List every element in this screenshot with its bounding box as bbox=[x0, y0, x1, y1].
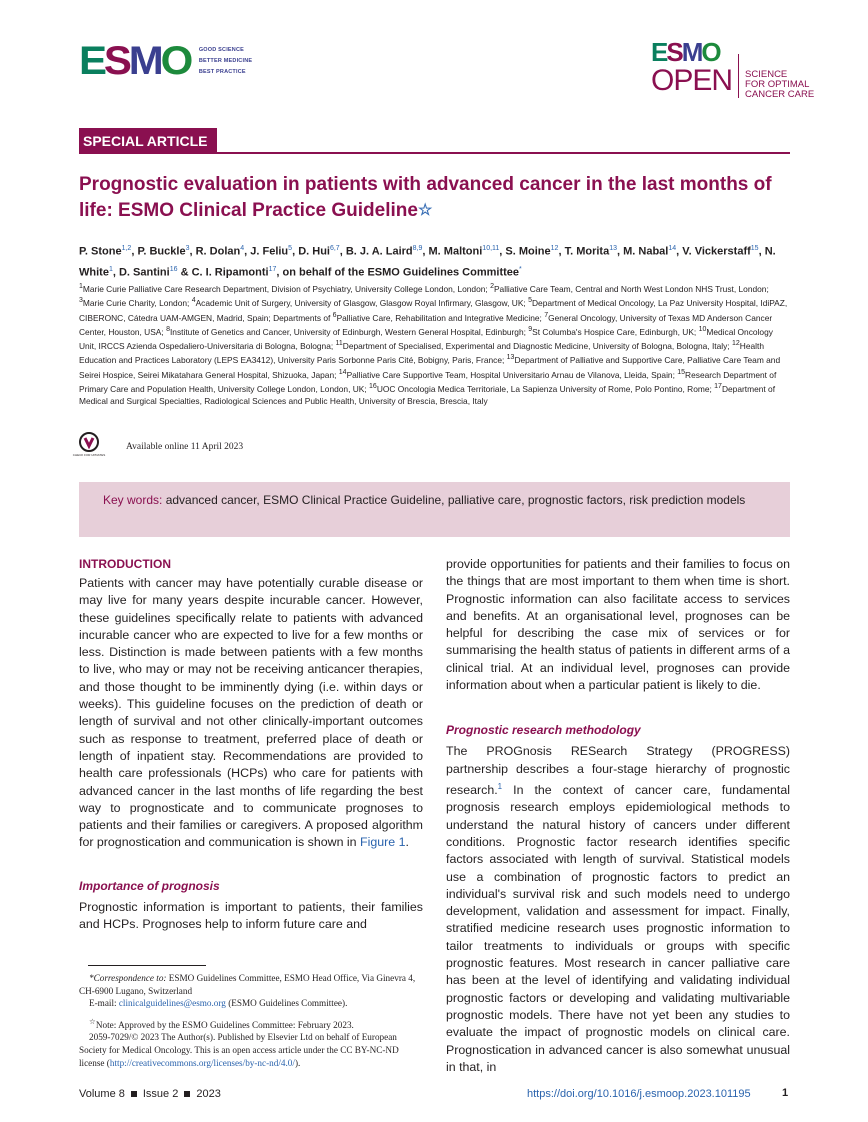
importance-paragraph-continued: provide opportunities for patients and their families to focus on the things that are most important to them when time is short. Prognostic information can also facilitate access to services and benefits. At an organisational level, prognoses can be helpful for describing the case mix of services or for summarising the health status of patients in different arms of a clinical trial. At an individual level, prognoses can provide information about when a particular patient is likely to die. bbox=[446, 557, 790, 693]
esmo-tagline: GOOD SCIENCE BETTER MEDICINE BEST PRACTICE bbox=[198, 46, 253, 75]
affiliation-ref[interactable]: 3 bbox=[185, 245, 190, 252]
author-name: S. Moine bbox=[505, 245, 551, 258]
footnotes bbox=[79, 972, 423, 1069]
left-column bbox=[79, 556, 423, 933]
affiliation-text: General Oncology, University of Texas MD Anderson Cancer Center, Houston, USA; bbox=[79, 312, 773, 337]
affiliation-text: Palliative Care, Rehabilitation and Integrative Medicine; bbox=[336, 312, 545, 323]
affiliation-number: 16 bbox=[369, 383, 377, 391]
affiliation-number: 11 bbox=[335, 340, 343, 348]
svg-text:CHECK FOR UPDATES: CHECK FOR UPDATES bbox=[72, 453, 106, 457]
affiliation-text: Academic Unit of Surgery, University of Glasgow, Glasgow Royal Infirmary, Glasgow, UK; bbox=[195, 298, 529, 309]
affiliation-text: Department of Palliative and Supportive Care, Palliative Care Team and Seirei Hospice, Seirei Mikatahara General Hospital, Shizuoka, Japan; bbox=[79, 355, 781, 380]
affiliation-number: 7 bbox=[544, 311, 549, 319]
affiliation-text: Palliative Care Supportive Team, Hospital Universitario Arnau de Vilanova, Lleida, Spain; bbox=[346, 369, 678, 380]
affiliation-ref[interactable]: 15 bbox=[750, 245, 759, 252]
license-link[interactable]: http://creativecommons.org/licenses/by-nc-nd/4.0/ bbox=[109, 1057, 295, 1068]
copyright-note: 2059-7029/© 2023 The Author(s). Published by Elsevier Ltd on behalf of European Society for Medical Oncology. This is an open access article under the CC BY-NC-ND license (http://creativecommons.org/licenses/by-nc-nd/4.0/). bbox=[79, 1032, 399, 1068]
affiliation-text: Department of Medical and Surgical Specialties, Radiological Sciences and Public Health, University of Brescia, Brescia, Italy bbox=[79, 383, 776, 407]
author-name: C. I. Ripamonti bbox=[191, 266, 269, 279]
author-name: M. Maltoni bbox=[428, 245, 483, 258]
logo-divider bbox=[738, 54, 739, 98]
correspondence-ref[interactable]: * bbox=[519, 265, 522, 273]
affiliation-ref[interactable]: 4 bbox=[240, 245, 245, 252]
affiliation-number: 13 bbox=[506, 354, 515, 362]
section-heading-introduction: INTRODUCTION bbox=[79, 557, 171, 571]
author-name: B. J. A. Laird bbox=[345, 245, 413, 258]
square-bullet-icon bbox=[184, 1091, 190, 1097]
affiliation-text: Research Department of Primary Care and Population Health, University College London, London, UK; bbox=[79, 369, 777, 394]
article-type-label: SPECIAL ARTICLE bbox=[79, 128, 217, 154]
article-type-banner bbox=[79, 128, 790, 154]
affiliation-number: 15 bbox=[677, 368, 686, 376]
affiliation-text: Marie Curie Palliative Care Research Department, Division of Psychiatry, University College London, London; bbox=[82, 283, 491, 294]
author-name: M. Nabal bbox=[623, 245, 669, 258]
affiliation-number: 5 bbox=[528, 297, 532, 305]
affiliation-ref[interactable]: 6,7 bbox=[329, 245, 340, 252]
affiliation-number: 3 bbox=[79, 297, 83, 305]
intro-paragraph: Patients with cancer may have potentially curable disease or may live for many years despite incurable cancer. However, these guidelines specifically relate to patients with advanced incurable cancer who are expected to live for a few months or less. Distinction is made between patients with a few months to live, who may or may not be receiving anticancer therapies, and those thought to be imminently dying (i.e. within days or weeks). This guideline focuses on the prediction of death or length of survival and not other clinically-important outcomes such as response to treatment, preferred place of death or length of inpatient stay. Recommendations are provided to health care professionals (HCPs) who care for patients with advanced cancer in the last months of life regarding the best way to prognosticate and to communicate prognoses to patients and their families or caregivers. A proposed algorithm for prognostication and communication is shown in Figure 1. bbox=[79, 576, 423, 850]
doi-link[interactable]: https://doi.org/10.1016/j.esmoop.2023.101195 bbox=[527, 1088, 751, 1100]
author-name: J. Feliu bbox=[250, 245, 289, 258]
star-icon[interactable]: ☆ bbox=[417, 202, 433, 219]
square-bullet-icon bbox=[131, 1091, 137, 1097]
affiliation-text: Medical Oncology Unit, IRCCS Azienda Ospedaliero-Universitaria di Bologna, Bologna; bbox=[79, 326, 773, 351]
affiliation-ref[interactable]: 1,2 bbox=[121, 245, 132, 252]
reference-1-link[interactable]: 1 bbox=[497, 781, 503, 791]
author-name: P. Stone bbox=[79, 245, 122, 258]
affiliations bbox=[79, 281, 790, 408]
page-number: 1 bbox=[782, 1087, 789, 1099]
affiliation-number: 9 bbox=[528, 325, 533, 333]
author-name: D. Hui bbox=[298, 245, 330, 258]
affiliation-text: Palliative Care Team, Central and North West London NHS Trust, London; bbox=[493, 283, 769, 294]
article-title: Prognostic evaluation in patients with advanced cancer in the last months of life: ESMO Clinical Practice Guideline☆ bbox=[79, 174, 772, 221]
check-for-updates-icon[interactable] bbox=[72, 432, 106, 462]
affiliation-ref[interactable]: 1 bbox=[108, 265, 113, 273]
author-list: P. Stone$^{1,2}$, P. Buckle$^3$, R. Dolan$^4$, J. Feliu$^5$, D. Hui$^{6,7}$, B. J. A. Laird$^{8,9}$, M. Maltoni$^{10,11}$, S. Moine$^{12}$, T. Morita$^{13}$, M. Nabal$^{14}$, V. Vickerstaff$^{15}$, N. White$^1$, D. Santini$^{16}$ & C. I. Ripamonti$^{17}$, on behalf of the ESMO Guidelines Committee* bbox=[79, 245, 776, 279]
footer-volume-info: Volume 8 Issue 2 2023 bbox=[79, 1088, 221, 1100]
affiliation-text: Department of Specialised, Experimental and Diagnostic Medicine, University of Bologna, Bologna, Italy; bbox=[342, 340, 732, 351]
affiliation-ref[interactable]: 5 bbox=[288, 245, 293, 252]
author-name: N. White bbox=[79, 245, 776, 279]
available-online-date: Available online 11 April 2023 bbox=[126, 442, 244, 452]
author-name: T. Morita bbox=[564, 245, 610, 258]
right-column bbox=[446, 556, 790, 1076]
affiliation-number: 1 bbox=[79, 283, 83, 290]
affiliation-ref[interactable]: 14 bbox=[668, 245, 677, 252]
affiliation-text: St Columba's Hospice Care, Edinburgh, UK; bbox=[532, 326, 699, 337]
author-name: D. Santini bbox=[118, 266, 170, 279]
affiliation-ref[interactable]: 17 bbox=[268, 265, 277, 273]
keywords-text: advanced cancer, ESMO Clinical Practice Guideline, palliative care, prognostic factors, risk prediction models bbox=[165, 493, 746, 507]
affiliation-number: 6 bbox=[332, 311, 337, 319]
affiliation-text: Marie Curie Charity, London; bbox=[82, 298, 192, 309]
affiliation-text: Health Education and Practices Laboratory (LEPS EA3412), University Paris Sorbonne Paris Cité, Bobigny, Paris, France; bbox=[79, 340, 764, 366]
affiliation-text: UOC Oncologia Medica Territoriale, La Sapienza University of Rome, Polo Pontino, Rome; bbox=[376, 383, 715, 394]
esmo-wordmark: ESMO bbox=[79, 39, 191, 83]
keywords-label: Key words: bbox=[103, 493, 163, 507]
esmo-open-wordmark: ESMO bbox=[651, 37, 720, 67]
affiliation-number: 12 bbox=[731, 340, 740, 348]
affiliation-text: Department of Medical Oncology, La Paz University Hospital, IdiPAZ, CIBERONC, Cátedra UAM-AMGEN, Madrid, Spain; Departments of bbox=[79, 298, 788, 323]
figure-1-link[interactable]: Figure 1 bbox=[360, 835, 406, 850]
importance-paragraph: Prognostic information is important to patients, their families and HCPs. Prognoses help to inform future care and bbox=[79, 899, 423, 932]
affiliation-number: 17 bbox=[714, 383, 722, 391]
affiliation-text: Institute of Genetics and Cancer, University of Edinburgh, Western General Hospital, Edinburgh; bbox=[169, 326, 529, 337]
open-tagline: SCIENCE FOR OPTIMAL CANCER CARE bbox=[745, 69, 815, 100]
author-name: V. Vickerstaff bbox=[682, 245, 751, 258]
footnote-divider bbox=[88, 965, 206, 966]
email-link[interactable]: clinicalguidelines@esmo.org bbox=[118, 998, 226, 1009]
esmo-logo bbox=[79, 40, 252, 82]
esmo-open-logo bbox=[651, 37, 815, 100]
affiliation-ref[interactable]: 10,11 bbox=[482, 245, 500, 252]
affiliation-ref[interactable]: 16 bbox=[169, 265, 178, 273]
author-name: P. Buckle bbox=[137, 245, 186, 258]
section-heading-methodology: Prognostic research methodology bbox=[446, 723, 641, 738]
approval-note: ☆Note: Approved by the ESMO Guidelines Committee: February 2023. bbox=[89, 1016, 354, 1030]
open-wordmark: OPEN bbox=[651, 64, 733, 97]
affiliation-number: 2 bbox=[490, 283, 494, 290]
affiliation-ref[interactable]: 12 bbox=[550, 245, 559, 252]
affiliation-number: 10 bbox=[698, 325, 707, 333]
author-name: R. Dolan bbox=[195, 245, 241, 258]
affiliation-ref[interactable]: 13 bbox=[609, 245, 617, 252]
affiliation-number: 14 bbox=[338, 368, 347, 376]
keywords-box bbox=[79, 482, 790, 537]
affiliation-number: 8 bbox=[166, 325, 170, 333]
correspondence-note: *Correspondence to: ESMO Guidelines Committee, ESMO Head Office, Via Ginevra 4, CH-6900 Lugano, Switzerland bbox=[79, 973, 416, 996]
section-heading-importance: Importance of prognosis bbox=[79, 878, 220, 893]
email-note: E-mail: clinicalguidelines@esmo.org (ESMO Guidelines Committee). bbox=[89, 998, 348, 1009]
methodology-paragraph: The PROGnosis RESearch Strategy (PROGRESS) partnership describes a four-stage hierarchy of prognostic research.$^1$ In the context of cancer care, fundamental prognosis research employs epidemiological methods to understand the natural history of cancers under different conditions. Prognostic factor research identifies specific factors associated with length of survival. Statistical models use a combination of prognostic factors to predict an individual's survival risk and such models need to undergo development, validation and assessment for impact. Finally, stratified medicine research uses prognostic information to tailor treatments to individuals or groups with specific prognostic features. Most research in cancer palliative care has been at the level of identifying and validating individual prognostic factors or developing and validating multivariable prognostic models. There have not yet been any studies to evaluate the impact of prognostic models on clinical care. Prognostication in advanced cancer is also somewhat unusual in that, in bbox=[446, 744, 790, 1074]
affiliation-ref[interactable]: 8,9 bbox=[412, 245, 423, 252]
committee-credit: on behalf of the ESMO Guidelines Committee bbox=[282, 266, 520, 279]
affiliation-number: 4 bbox=[191, 297, 196, 305]
